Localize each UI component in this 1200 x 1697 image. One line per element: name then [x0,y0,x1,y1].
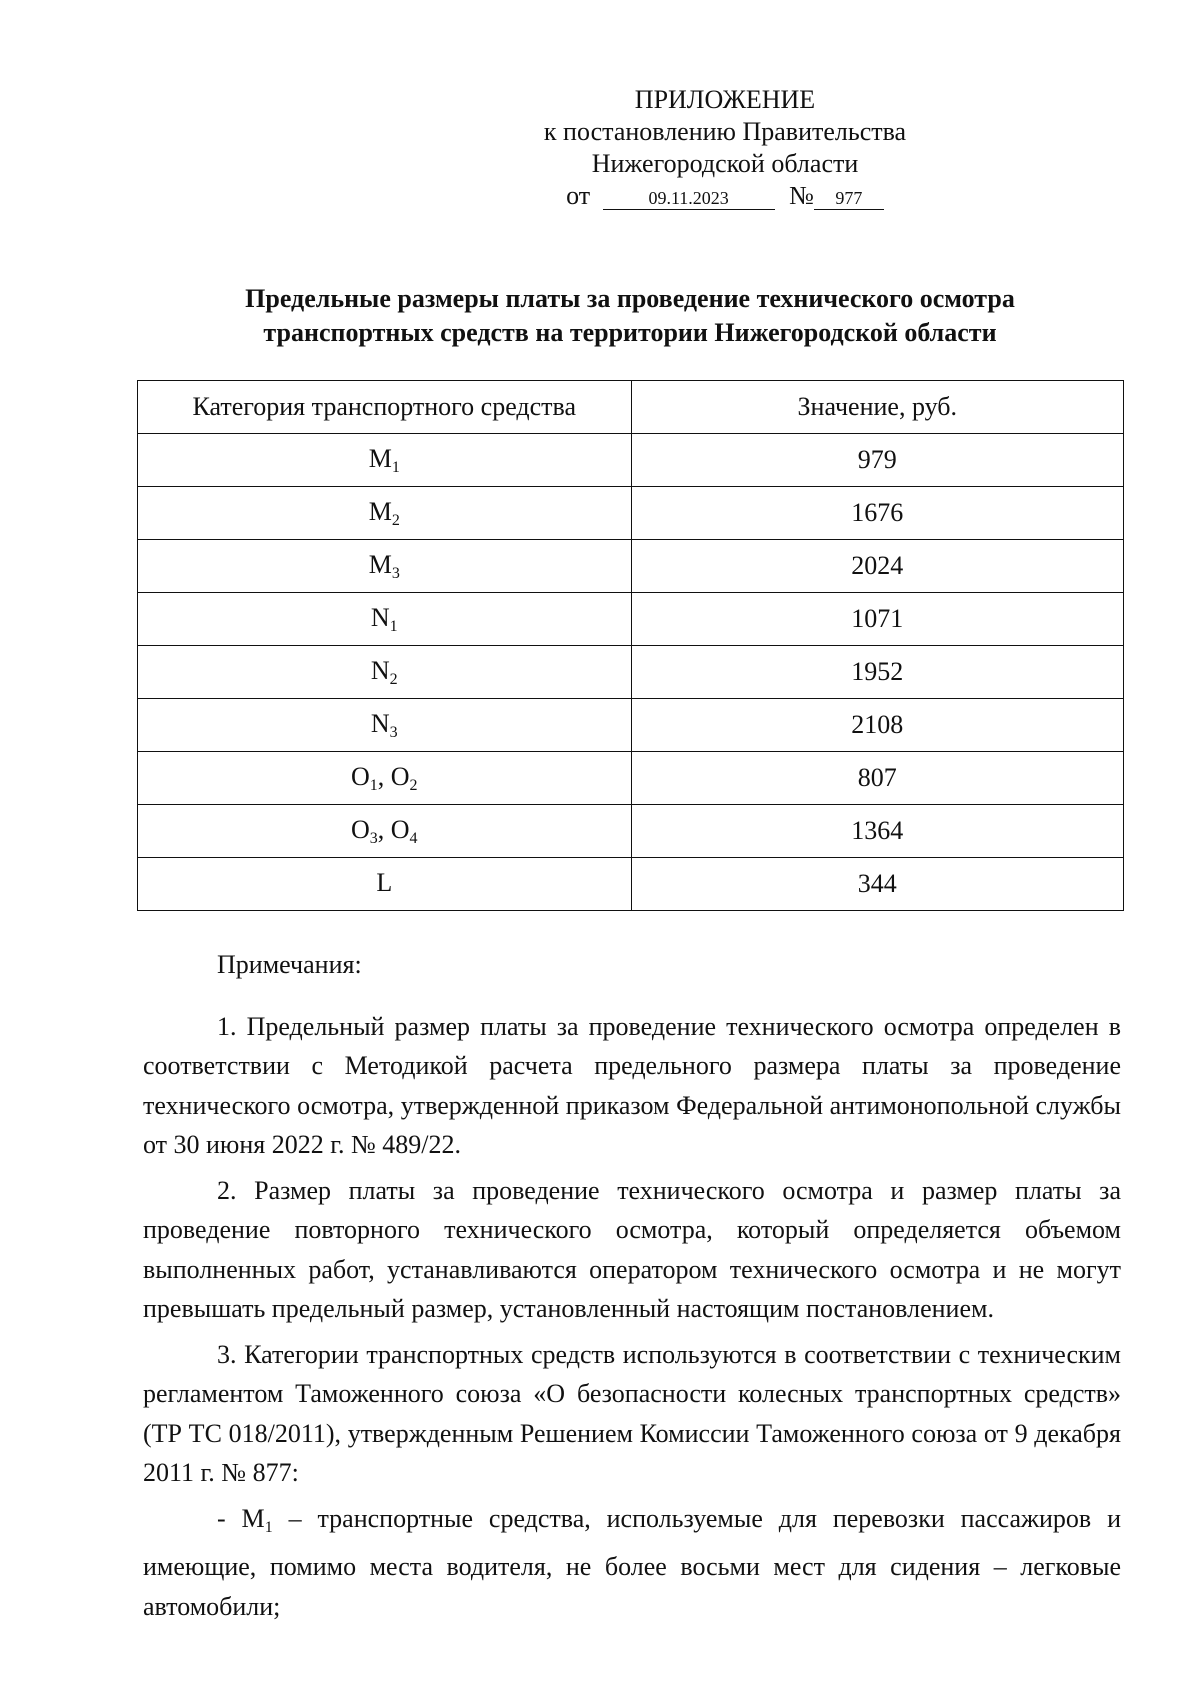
fee-table [137,380,1124,911]
category-letter: N [370,708,390,738]
table-header-row [138,381,1124,434]
value-cell: 979 [631,434,1123,487]
number-value: 977 [814,187,884,210]
category-cell [138,540,632,593]
category-letter: L [376,867,393,897]
category-subscript: 3 [369,829,378,847]
note-1: 1. Предельный размер платы за проведение технического осмотра определен в соответствии с Методикой расчета предельного размера платы за проведение технического осмотра, утвержденной приказом Федеральной антимонопольной службы от 30 июня 2022 г. № 489/22. [143,1011,1121,1159]
category-letter: O [350,814,370,844]
category-subscript: 1 [391,458,400,476]
appendix-header [540,84,910,212]
table-row [138,858,1124,911]
date-value: 09.11.2023 [603,187,775,210]
item-m1-text: – транспортные средства, используемые для перевозки пассажиров и имеющие, помимо места водителя, не более восьми мест для сидения – легковые автомобили; [143,1503,1121,1621]
value-cell: 1952 [631,646,1123,699]
note-3: 3. Категории транспортных средств используются в соответствии с техническим регламентом Таможенного союза «О безопасности колесных транспортных средств» (ТР ТС 018/2011), утвержденным Решением Комиссии Таможенного союза от 9 декабря 2011 г. № 877: [143,1339,1121,1487]
category-subscript: 4 [409,829,418,847]
category-subscript: 3 [391,564,400,582]
category-letter: N [370,655,390,685]
value-cell: 344 [631,858,1123,911]
table-row [138,752,1124,805]
category-cell [138,752,632,805]
category-separator: , [377,761,391,791]
table-row [138,593,1124,646]
item-m1-prefix: - M [217,1503,265,1533]
notes-section [143,945,1121,1626]
category-subscript: 3 [389,723,398,741]
value-cell: 1676 [631,487,1123,540]
value-cell: 2108 [631,699,1123,752]
category-letter: N [370,602,390,632]
table-row [138,434,1124,487]
note-item-m1 [143,1499,1121,1627]
value-cell: 1071 [631,593,1123,646]
category-cell [138,434,632,487]
document-title [130,282,1130,350]
appendix-date-line [540,180,910,212]
category-cell [138,593,632,646]
category-subscript: 1 [389,617,398,635]
table-body [138,434,1124,911]
category-letter: M [368,443,392,473]
table-row [138,699,1124,752]
category-letter: O [390,814,410,844]
header-category: Категория транспортного средства [138,381,632,434]
appendix-line-region: Нижегородской области [591,149,859,178]
notes-heading: Примечания: [217,950,362,979]
category-subscript: 1 [369,776,378,794]
category-separator: , [377,814,391,844]
table-row [138,646,1124,699]
category-letter: M [368,549,392,579]
date-prefix: от [566,181,591,210]
appendix-title: ПРИЛОЖЕНИЕ [634,85,816,114]
category-cell [138,858,632,911]
value-cell: 807 [631,752,1123,805]
value-cell: 2024 [631,540,1123,593]
category-letter: M [368,496,392,526]
category-cell [138,699,632,752]
note-2: 2. Размер платы за проведение технического осмотра и размер платы за проведение повторного технического осмотра, который определяется объемом выполненных работ, устанавливаются оператором технического осмотра и не могут превышать предельный размер, установленный настоящим постановлением. [143,1175,1121,1323]
item-m1-subscript: 1 [264,1518,273,1536]
table-row [138,540,1124,593]
value-cell: 1364 [631,805,1123,858]
appendix-line-resolution: к постановлению Правительства [543,117,907,146]
category-cell [138,646,632,699]
category-subscript: 2 [391,511,400,529]
category-cell [138,805,632,858]
category-cell [138,487,632,540]
category-subscript: 2 [409,776,418,794]
table-row [138,487,1124,540]
number-sign: № [789,181,814,210]
category-letter: O [390,761,410,791]
category-subscript: 2 [389,670,398,688]
title-line-2: транспортных средств на территории Нижегородской области [263,318,997,347]
table-row [138,805,1124,858]
title-line-1: Предельные размеры платы за проведение технического осмотра [245,284,1015,313]
header-value: Значение, руб. [631,381,1123,434]
category-letter: O [350,761,370,791]
